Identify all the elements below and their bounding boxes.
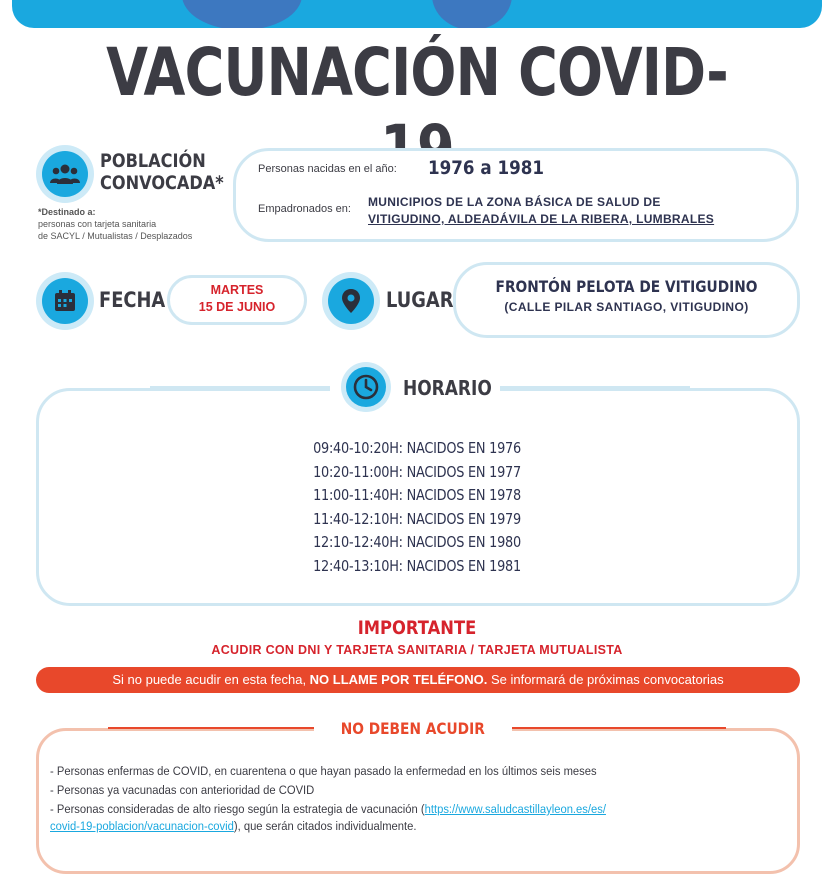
place-name: FRONTÓN PELOTA DE VITIGUDINO bbox=[495, 277, 758, 296]
registered-line2: VITIGUDINO, ALDEADÁVILA DE LA RIBERA, LUMBRALES bbox=[368, 212, 715, 226]
important-banner bbox=[36, 667, 800, 693]
born-label: Personas nacidas en el año: bbox=[258, 163, 397, 175]
population-note-line1: personas con tarjeta sanitaria bbox=[38, 219, 157, 229]
banner-text-pre: Si no puede acudir en esta fecha, bbox=[112, 672, 310, 687]
decorative-shape bbox=[432, 0, 512, 28]
date-date: 15 DE JUNIO bbox=[198, 300, 276, 314]
schedule-row: 12:10-12:40H: NACIDOS EN 1980 bbox=[313, 533, 521, 551]
registered-line1: MUNICIPIOS DE LA ZONA BÁSICA DE SALUD DE bbox=[368, 195, 661, 209]
location-pin-icon bbox=[322, 272, 380, 330]
exclusions-divider-right bbox=[512, 727, 726, 729]
exclusion-item-text: - Personas consideradas de alto riesgo según la estrategia de vacunación ( bbox=[50, 802, 425, 816]
exclusions-list bbox=[50, 763, 790, 834]
place-address: (CALLE PILAR SANTIAGO, VITIGUDINO) bbox=[504, 300, 749, 314]
place-value bbox=[453, 277, 800, 314]
exclusion-item: - Personas ya vacunadas con anterioridad de COVID bbox=[50, 783, 315, 797]
schedule-row: 09:40-10:20H: NACIDOS EN 1976 bbox=[313, 439, 521, 457]
registered-label: Empadronados en: bbox=[258, 203, 351, 215]
banner-text-bold: NO LLAME POR TELÉFONO. bbox=[309, 672, 488, 687]
schedule-divider-right bbox=[500, 386, 690, 389]
vaccination-info-link[interactable]: https://www.saludcastillayleon.es/es/ bbox=[424, 802, 606, 816]
important-subtitle: ACUDIR CON DNI Y TARJETA SANITARIA / TARJETA MUTUALISTA bbox=[211, 643, 623, 657]
population-note-title: *Destinado a: bbox=[38, 207, 96, 217]
schedule-row: 12:40-13:10H: NACIDOS EN 1981 bbox=[313, 556, 521, 575]
people-icon bbox=[36, 145, 94, 203]
population-label-line1: POBLACIÓN bbox=[100, 150, 206, 172]
schedule-divider-left bbox=[150, 386, 330, 389]
calendar-icon bbox=[36, 272, 94, 330]
page-title: VACUNACIÓN COVID- bbox=[106, 34, 728, 111]
date-value bbox=[167, 282, 307, 316]
exclusions-title bbox=[314, 717, 512, 741]
exclusion-item bbox=[50, 818, 731, 834]
top-banner-image bbox=[12, 0, 822, 28]
population-note-line2: de SACYL / Mutualistas / Desplazados bbox=[38, 231, 193, 241]
schedule-row: 11:40-12:10H: NACIDOS EN 1979 bbox=[313, 509, 521, 528]
population-note bbox=[38, 206, 192, 242]
exclusions-divider-left bbox=[108, 727, 314, 729]
clock-icon bbox=[341, 362, 391, 412]
schedule-row: 10:20-11:00H: NACIDOS EN 1977 bbox=[313, 462, 521, 481]
schedule-list bbox=[0, 437, 834, 578]
vaccination-info-link-cont[interactable]: covid-19-poblacion/vacunacion-covid bbox=[50, 819, 234, 833]
exclusion-item bbox=[50, 801, 731, 817]
schedule-row: 11:00-11:40H: NACIDOS EN 1978 bbox=[313, 486, 521, 504]
important-title: IMPORTANTE bbox=[357, 617, 477, 639]
registered-municipalities bbox=[368, 194, 714, 228]
date-day: MARTES bbox=[210, 283, 264, 297]
banner-text-post: Se informará de próximas convocatorias bbox=[487, 672, 724, 687]
population-label bbox=[100, 150, 224, 194]
place-label: LUGAR bbox=[386, 288, 454, 312]
population-label-line2: CONVOCADA* bbox=[100, 172, 224, 194]
born-value: 1976 a 1981 bbox=[428, 157, 544, 179]
exclusion-item-text: ), que serán citados individualmente. bbox=[233, 819, 417, 833]
date-label: FECHA bbox=[99, 288, 166, 312]
exclusions-title-text: NO DEBEN ACUDIR bbox=[340, 719, 486, 738]
exclusion-item: - Personas enfermas de COVID, en cuarentena o que hayan pasado la enfermedad en los últimos seis meses bbox=[50, 764, 597, 778]
schedule-label: HORARIO bbox=[403, 376, 492, 400]
decorative-shape bbox=[182, 0, 302, 28]
